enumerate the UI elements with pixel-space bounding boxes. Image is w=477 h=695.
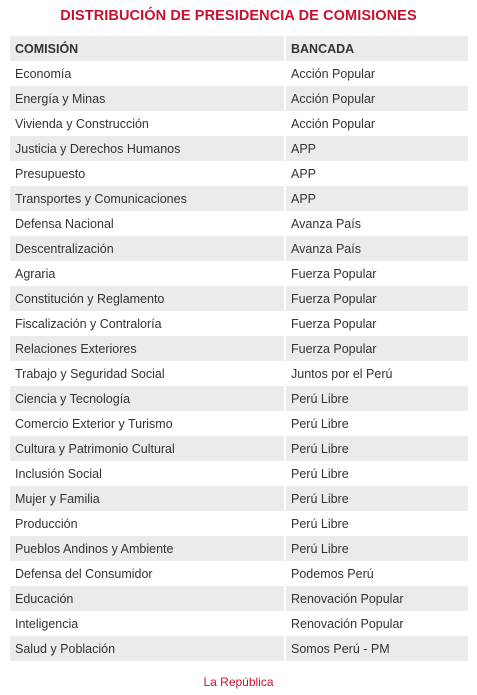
cell-bancada: Perú Libre [285,536,468,561]
table-row [10,136,468,161]
cell-bancada: Perú Libre [285,411,468,436]
table-header-row [10,36,468,61]
cell-comision: Constitución y Reglamento [10,286,285,311]
cell-comision: Fiscalización y Contraloría [10,311,285,336]
table-row [10,461,468,486]
table-body [10,61,468,661]
table-row [10,611,468,636]
cell-comision: Pueblos Andinos y Ambiente [10,536,285,561]
cell-comision: Mujer y Familia [10,486,285,511]
cell-comision: Transportes y Comunicaciones [10,186,285,211]
table-row [10,211,468,236]
table-row [10,111,468,136]
commissions-table [10,36,468,661]
source-credit: La República [203,675,274,689]
cell-comision: Comercio Exterior y Turismo [10,411,285,436]
cell-bancada: Juntos por el Perú [285,361,468,386]
table-row [10,186,468,211]
cell-bancada: Perú Libre [285,436,468,461]
table-row [10,636,468,661]
cell-bancada: Avanza País [285,211,468,236]
cell-bancada: Fuerza Popular [285,261,468,286]
cell-bancada: APP [285,136,468,161]
cell-comision: Producción [10,511,285,536]
table-row [10,261,468,286]
table-row [10,586,468,611]
table-header [10,36,468,61]
cell-bancada: APP [285,186,468,211]
cell-comision: Defensa Nacional [10,211,285,236]
cell-comision: Descentralización [10,236,285,261]
table-row [10,386,468,411]
cell-bancada: Podemos Perú [285,561,468,586]
column-header-comision: COMISIÓN [10,36,285,61]
cell-bancada: Fuerza Popular [285,311,468,336]
cell-comision: Agraria [10,261,285,286]
cell-bancada: Perú Libre [285,511,468,536]
cell-comision: Ciencia y Tecnología [10,386,285,411]
table-row [10,511,468,536]
table-row [10,86,468,111]
cell-comision: Justicia y Derechos Humanos [10,136,285,161]
cell-bancada: Acción Popular [285,61,468,86]
cell-comision: Inclusión Social [10,461,285,486]
cell-bancada: Perú Libre [285,386,468,411]
cell-bancada: APP [285,161,468,186]
table-row [10,236,468,261]
cell-bancada: Avanza País [285,236,468,261]
cell-bancada: Somos Perú - PM [285,636,468,661]
cell-comision: Energía y Minas [10,86,285,111]
cell-bancada: Perú Libre [285,486,468,511]
cell-comision: Economía [10,61,285,86]
table-row [10,411,468,436]
table-row [10,436,468,461]
cell-comision: Educación [10,586,285,611]
cell-bancada: Acción Popular [285,86,468,111]
table-row [10,61,468,86]
cell-bancada: Renovación Popular [285,611,468,636]
column-header-bancada: BANCADA [285,36,468,61]
cell-bancada: Renovación Popular [285,586,468,611]
cell-bancada: Fuerza Popular [285,286,468,311]
table-row [10,161,468,186]
cell-bancada: Fuerza Popular [285,336,468,361]
table-row [10,336,468,361]
cell-comision: Relaciones Exteriores [10,336,285,361]
table-row [10,536,468,561]
table-row [10,361,468,386]
cell-bancada: Acción Popular [285,111,468,136]
cell-comision: Presupuesto [10,161,285,186]
cell-comision: Trabajo y Seguridad Social [10,361,285,386]
page-title: DISTRIBUCIÓN DE PRESIDENCIA DE COMISIONES [60,8,417,24]
cell-comision: Vivienda y Construcción [10,111,285,136]
table-row [10,311,468,336]
cell-comision: Cultura y Patrimonio Cultural [10,436,285,461]
table-row [10,561,468,586]
cell-bancada: Perú Libre [285,461,468,486]
cell-comision: Inteligencia [10,611,285,636]
cell-comision: Defensa del Consumidor [10,561,285,586]
commissions-table-container [10,36,468,661]
table-row [10,286,468,311]
table-row [10,486,468,511]
cell-comision: Salud y Población [10,636,285,661]
